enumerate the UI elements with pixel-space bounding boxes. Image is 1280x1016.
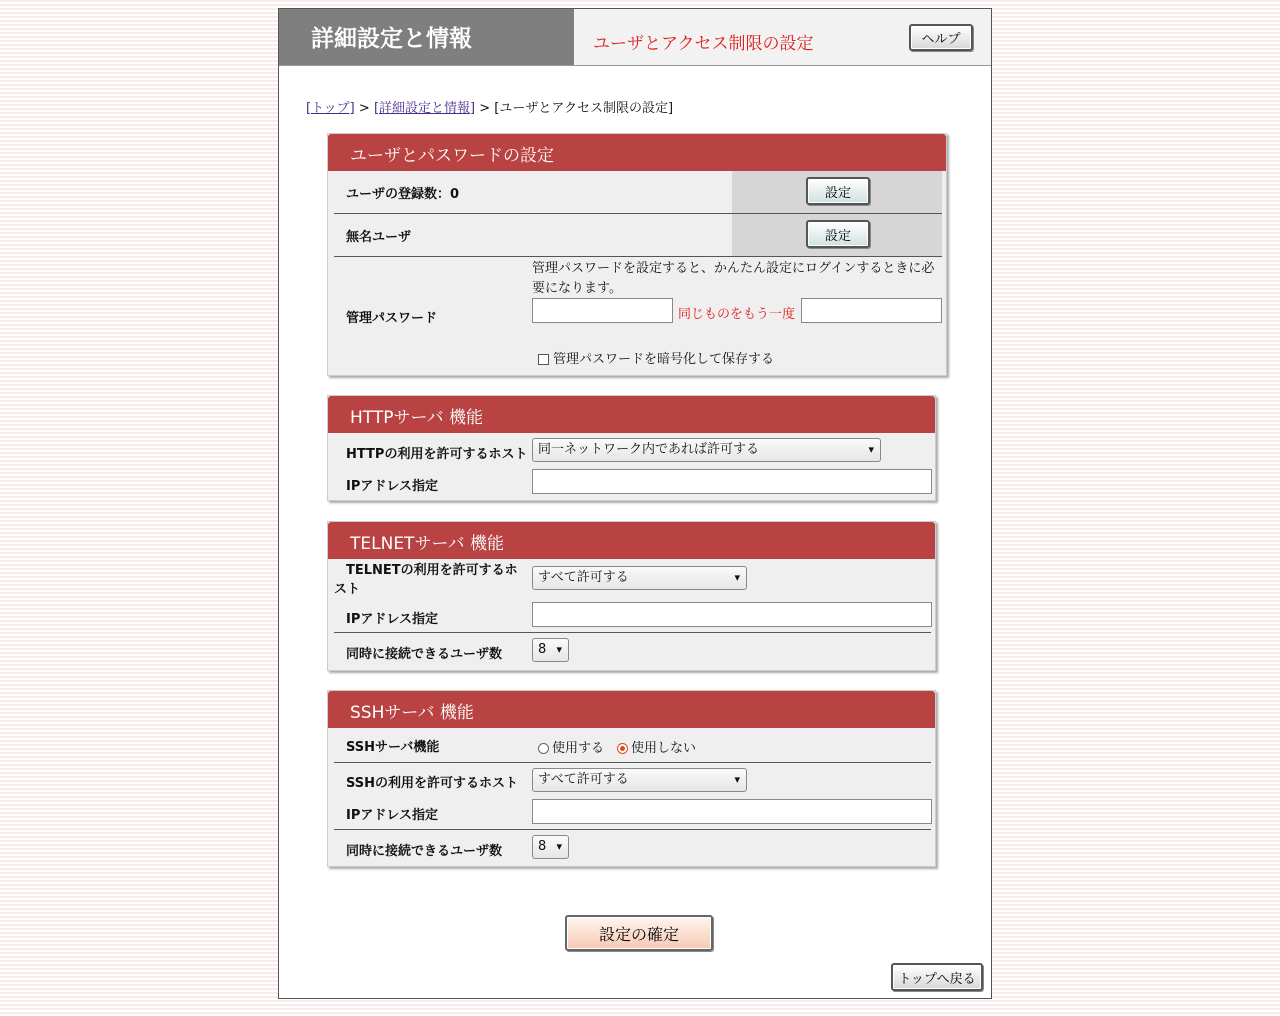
ssh-use-label: 使用する <box>552 741 605 756</box>
http-ip-row <box>334 468 931 498</box>
panel-title: ユーザとパスワードの設定 <box>328 134 946 171</box>
ssh-nouse-option[interactable] <box>617 737 696 756</box>
user-count-row <box>334 171 942 214</box>
ssh-ip-input[interactable] <box>532 799 932 824</box>
panel-title: SSHサーバ 機能 <box>328 691 935 728</box>
ssh-server-panel <box>327 690 936 867</box>
http-host-row <box>334 433 931 467</box>
page-subtitle: ユーザとアクセス制限の設定 <box>593 34 814 54</box>
breadcrumb-separator: > <box>475 101 495 116</box>
admin-password-label: 管理パスワード <box>346 311 438 326</box>
encrypt-password-option[interactable] <box>538 348 774 367</box>
http-ip-input[interactable] <box>532 469 932 494</box>
ssh-func-row <box>334 728 931 763</box>
ssh-host-select[interactable] <box>532 768 747 792</box>
panel-title: HTTPサーバ 機能 <box>328 396 935 433</box>
header <box>279 9 991 66</box>
breadcrumb-separator: > <box>354 101 374 116</box>
http-host-select[interactable] <box>532 438 881 462</box>
back-to-top-button[interactable]: トップへ戻る <box>891 963 983 991</box>
telnet-users-row <box>334 633 931 669</box>
chevron-down-icon: ▾ <box>556 840 562 853</box>
telnet-ip-input[interactable] <box>532 602 932 627</box>
telnet-ip-label: IPアドレス指定 <box>346 612 438 627</box>
encrypt-checkbox[interactable] <box>538 354 549 365</box>
user-count-label: ユーザの登録数：0 <box>346 187 460 202</box>
anonymous-user-row <box>334 214 942 257</box>
telnet-host-label: TELNETの利用を許可するホスト <box>334 563 518 597</box>
ssh-func-label: SSHサーバ機能 <box>346 740 440 755</box>
breadcrumb-top-link[interactable]: [トップ] <box>306 101 355 116</box>
http-server-panel <box>327 395 936 501</box>
chevron-down-icon: ▾ <box>734 571 740 584</box>
telnet-users-label: 同時に接続できるユーザ数 <box>346 647 503 662</box>
admin-password-confirm-input[interactable] <box>801 298 942 323</box>
confirm-settings-button[interactable]: 設定の確定 <box>565 915 713 951</box>
ssh-use-option[interactable] <box>538 737 604 756</box>
anonymous-set-button[interactable]: 設定 <box>806 220 870 248</box>
ssh-users-selected: 8 <box>538 839 547 854</box>
ssh-ip-label: IPアドレス指定 <box>346 808 438 823</box>
ssh-nouse-radio[interactable] <box>617 743 628 754</box>
user-password-panel <box>327 133 947 376</box>
breadcrumb <box>306 97 673 116</box>
telnet-users-select[interactable] <box>532 638 569 662</box>
ssh-users-row <box>334 830 931 866</box>
http-host-selected: 同一ネットワーク内であれば許可する <box>538 442 760 457</box>
ssh-ip-row <box>334 795 931 830</box>
ssh-use-radio[interactable] <box>538 743 549 754</box>
telnet-server-panel <box>327 521 936 671</box>
breadcrumb-detail-link[interactable]: [詳細設定と情報] <box>373 101 476 116</box>
admin-password-row <box>334 257 942 369</box>
ssh-users-select[interactable] <box>532 835 569 859</box>
telnet-users-selected: 8 <box>538 642 547 657</box>
anonymous-user-label: 無名ユーザ <box>346 230 412 245</box>
page-title: 詳細設定と情報 <box>279 9 574 65</box>
user-set-button[interactable]: 設定 <box>806 177 870 205</box>
admin-password-input[interactable] <box>532 298 673 323</box>
ssh-host-row <box>334 763 931 795</box>
admin-password-note: 管理パスワードを設定すると、かんたん設定にログインするときに必要になります。 <box>532 261 935 296</box>
main-page <box>278 8 992 999</box>
breadcrumb-current: [ユーザとアクセス制限の設定] <box>494 101 674 116</box>
chevron-down-icon: ▾ <box>556 643 562 656</box>
chevron-down-icon: ▾ <box>868 443 874 456</box>
http-host-label: HTTPの利用を許可するホスト <box>346 447 528 462</box>
telnet-host-select[interactable] <box>532 566 747 590</box>
panel-title: TELNETサーバ 機能 <box>328 522 935 559</box>
ssh-users-label: 同時に接続できるユーザ数 <box>346 844 503 859</box>
telnet-host-row <box>334 559 931 597</box>
telnet-host-selected: すべて許可する <box>538 570 629 585</box>
ssh-host-label: SSHの利用を許可するホスト <box>346 776 519 791</box>
password-confirm-label: 同じものをもう一度 <box>678 307 796 322</box>
encrypt-label: 管理パスワードを暗号化して保存する <box>553 352 775 367</box>
help-button[interactable]: ヘルプ <box>909 24 973 51</box>
ssh-nouse-label: 使用しない <box>631 741 697 756</box>
chevron-down-icon: ▾ <box>734 773 740 786</box>
ssh-host-selected: すべて許可する <box>538 772 629 787</box>
http-ip-label: IPアドレス指定 <box>346 479 438 494</box>
telnet-ip-row <box>334 598 931 633</box>
